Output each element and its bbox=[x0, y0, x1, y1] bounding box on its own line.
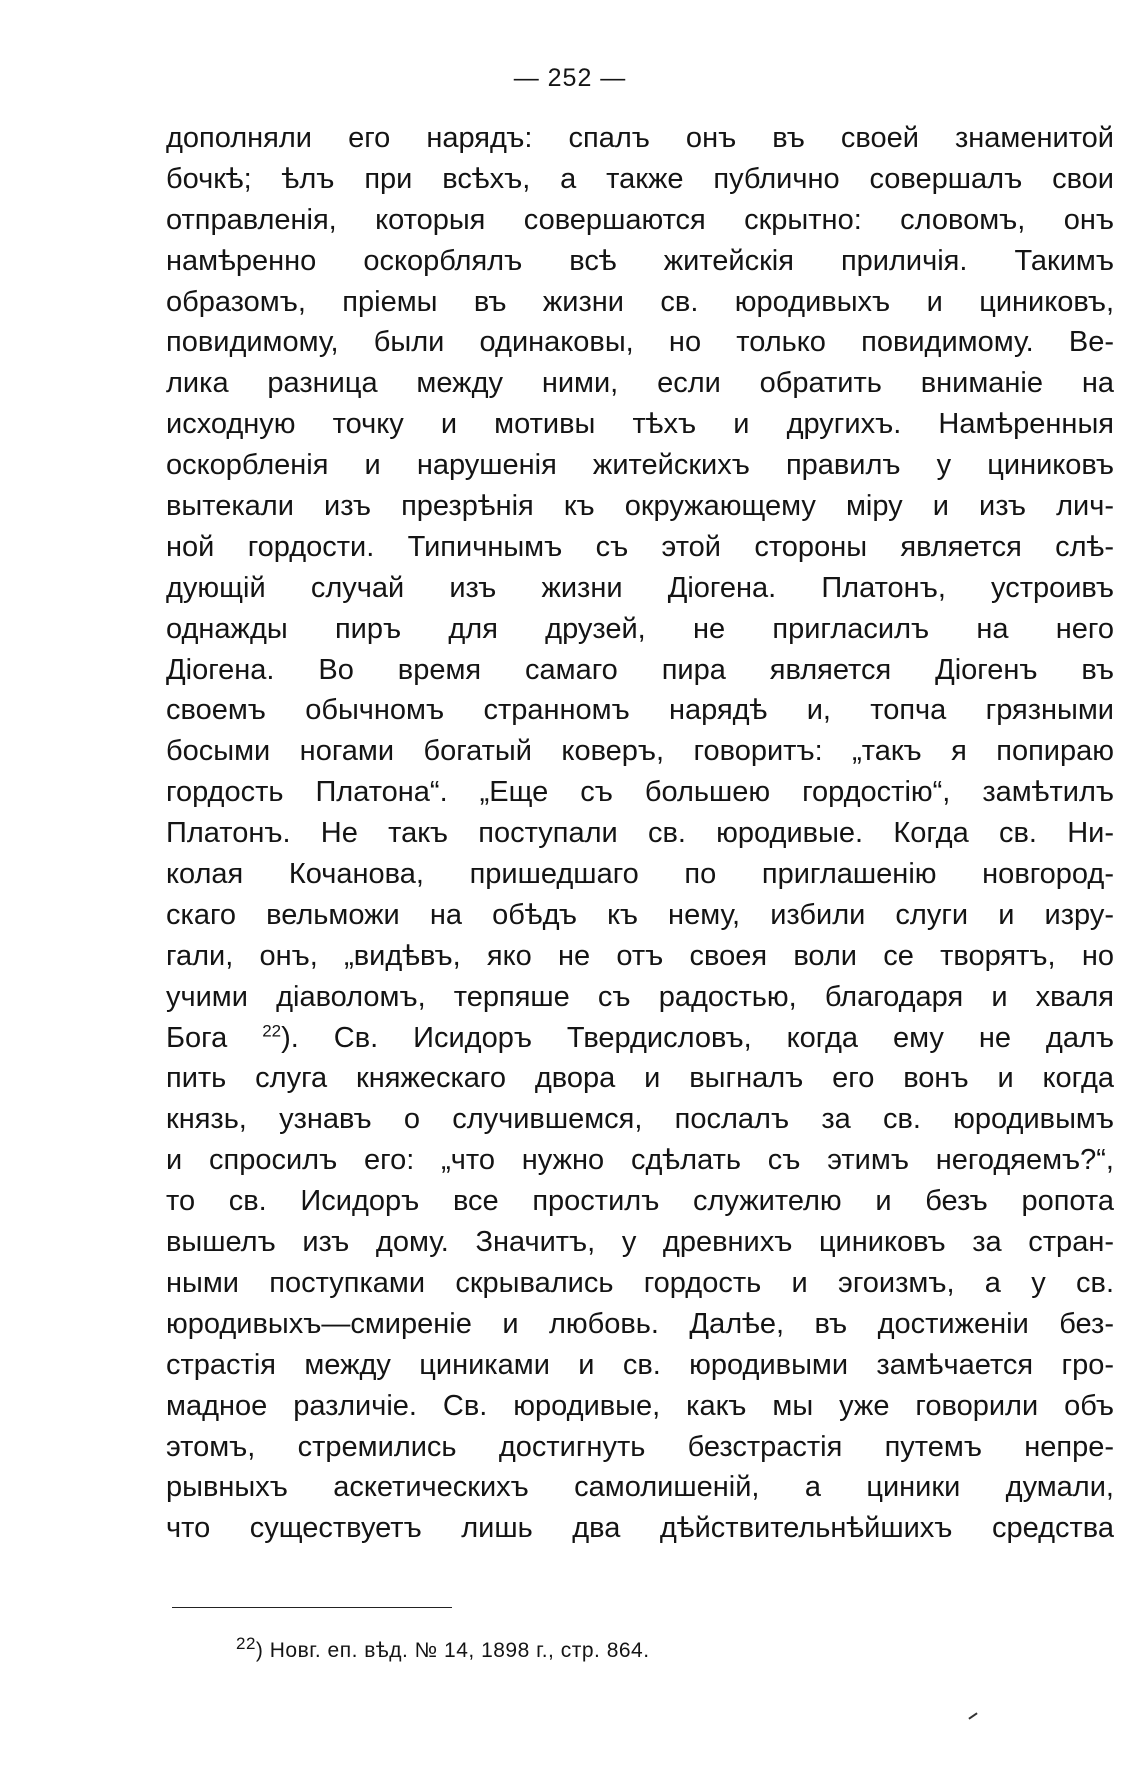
text-line: вытекали изъ презрѣнія къ окружающему міру и изъ лич- bbox=[166, 490, 1114, 523]
text-line: дующій случай изъ жизни Діогена. Платонъ, устроивъ bbox=[166, 571, 1114, 604]
text-line: своемъ обычномъ странномъ нарядѣ и, топча грязными bbox=[166, 694, 1114, 727]
text-line: ной гордости. Типичнымъ съ этой стороны является слѣ- bbox=[166, 530, 1114, 563]
text-line: рывныхъ аскетическихъ самолишеній, а циники думали, bbox=[166, 1471, 1114, 1504]
text-line: отправленія, которыя совершаются скрытно: словомъ, онъ bbox=[166, 203, 1114, 236]
scan-speck bbox=[968, 1712, 977, 1719]
text-line: князь, узнавъ о случившемся, послалъ за св. юродивымъ bbox=[166, 1103, 1114, 1136]
text-line: учими діаволомъ, терпяше съ радостью, благодаря и хваля bbox=[166, 980, 1114, 1013]
text-line: колая Кочанова, пришедшаго по приглашенію новгород- bbox=[166, 858, 1114, 891]
footnote-reference: 22 bbox=[262, 1020, 282, 1040]
text-line: скаго вельможи на обѣдъ къ нему, избили слуги и изру- bbox=[166, 898, 1114, 931]
text-segment: ). Св. Исидоръ Твердисловъ, когда ему не далъ bbox=[281, 1021, 1115, 1054]
text-line: однажды пиръ для друзей, не пригласилъ на него bbox=[166, 612, 1114, 645]
text-line: Діогена. Во время самаго пира является Діогенъ въ bbox=[166, 653, 1114, 686]
text-line: повидимому, были одинаковы, но только повидимому. Ве- bbox=[166, 326, 1114, 359]
text-line-with-footnote-ref bbox=[166, 1018, 1114, 1059]
text-line: оскорбленія и нарушенія житейскихъ правилъ у циниковъ bbox=[166, 449, 1114, 482]
text-line: образомъ, пріемы въ жизни св. юродивыхъ и циниковъ, bbox=[166, 285, 1114, 318]
text-line: лика разница между ними, если обратить вниманіе на bbox=[166, 367, 1114, 400]
page-number: — 252 — bbox=[513, 64, 627, 92]
text-line: то св. Исидоръ все простилъ служителю и безъ ропота bbox=[166, 1185, 1114, 1218]
text-line: дополняли его нарядъ: спалъ онъ въ своей знаменитой bbox=[166, 122, 1114, 154]
text-line: исходную точку и мотивы тѣхъ и другихъ. Намѣренныя bbox=[166, 408, 1114, 441]
text-line: босыми ногами богатый коверъ, говоритъ: „такъ я попираю bbox=[166, 735, 1114, 768]
footnote-text: ) Новг. еп. вѣд. № 14, 1898 г., стр. 864. bbox=[255, 1639, 650, 1662]
footnote bbox=[236, 1636, 650, 1666]
footnote-marker: 22 bbox=[236, 1634, 256, 1653]
text-line: Платонъ. Не такъ поступали св. юродивые. Когда св. Ни- bbox=[166, 817, 1114, 850]
text-line: намѣренно оскорблялъ всѣ житейскія приличія. Такимъ bbox=[166, 244, 1114, 277]
text-line: ными поступками скрывались гордость и эгоизмъ, а у св. bbox=[166, 1266, 1114, 1299]
text-line: гали, онъ, „видѣвъ, яко не отъ своея воли се творятъ, но bbox=[166, 939, 1114, 972]
text-segment: Бога bbox=[166, 1021, 228, 1054]
text-line: страстія между циниками и св. юродивыми замѣчается гро- bbox=[166, 1348, 1114, 1381]
text-line: вышелъ изъ дому. Значитъ, у древнихъ циниковъ за стран- bbox=[166, 1226, 1114, 1259]
text-line: юродивыхъ—смиреніе и любовь. Далѣе, въ достиженіи без- bbox=[166, 1307, 1114, 1340]
text-line: пить слуга княжескаго двора и выгналъ его вонъ и когда bbox=[166, 1062, 1114, 1095]
text-line: гордость Платона“. „Еще съ большею гордостію“, замѣтилъ bbox=[166, 776, 1114, 809]
text-line: бочкѣ; ѣлъ при всѣхъ, а также публично совершалъ свои bbox=[166, 162, 1114, 195]
footnote-separator bbox=[172, 1607, 452, 1608]
text-line: что существуетъ лишь два дѣйствительнѣйшихъ средства bbox=[166, 1512, 1114, 1545]
body-text bbox=[166, 118, 1114, 1549]
text-line: и спросилъ его: „что нужно сдѣлать съ этимъ негодяемъ?“, bbox=[166, 1144, 1114, 1177]
text-line: этомъ, стремились достигнуть безстрастія путемъ непре- bbox=[166, 1430, 1114, 1463]
text-line: мадное различіе. Св. юродивые, какъ мы уже говорили объ bbox=[166, 1389, 1114, 1422]
